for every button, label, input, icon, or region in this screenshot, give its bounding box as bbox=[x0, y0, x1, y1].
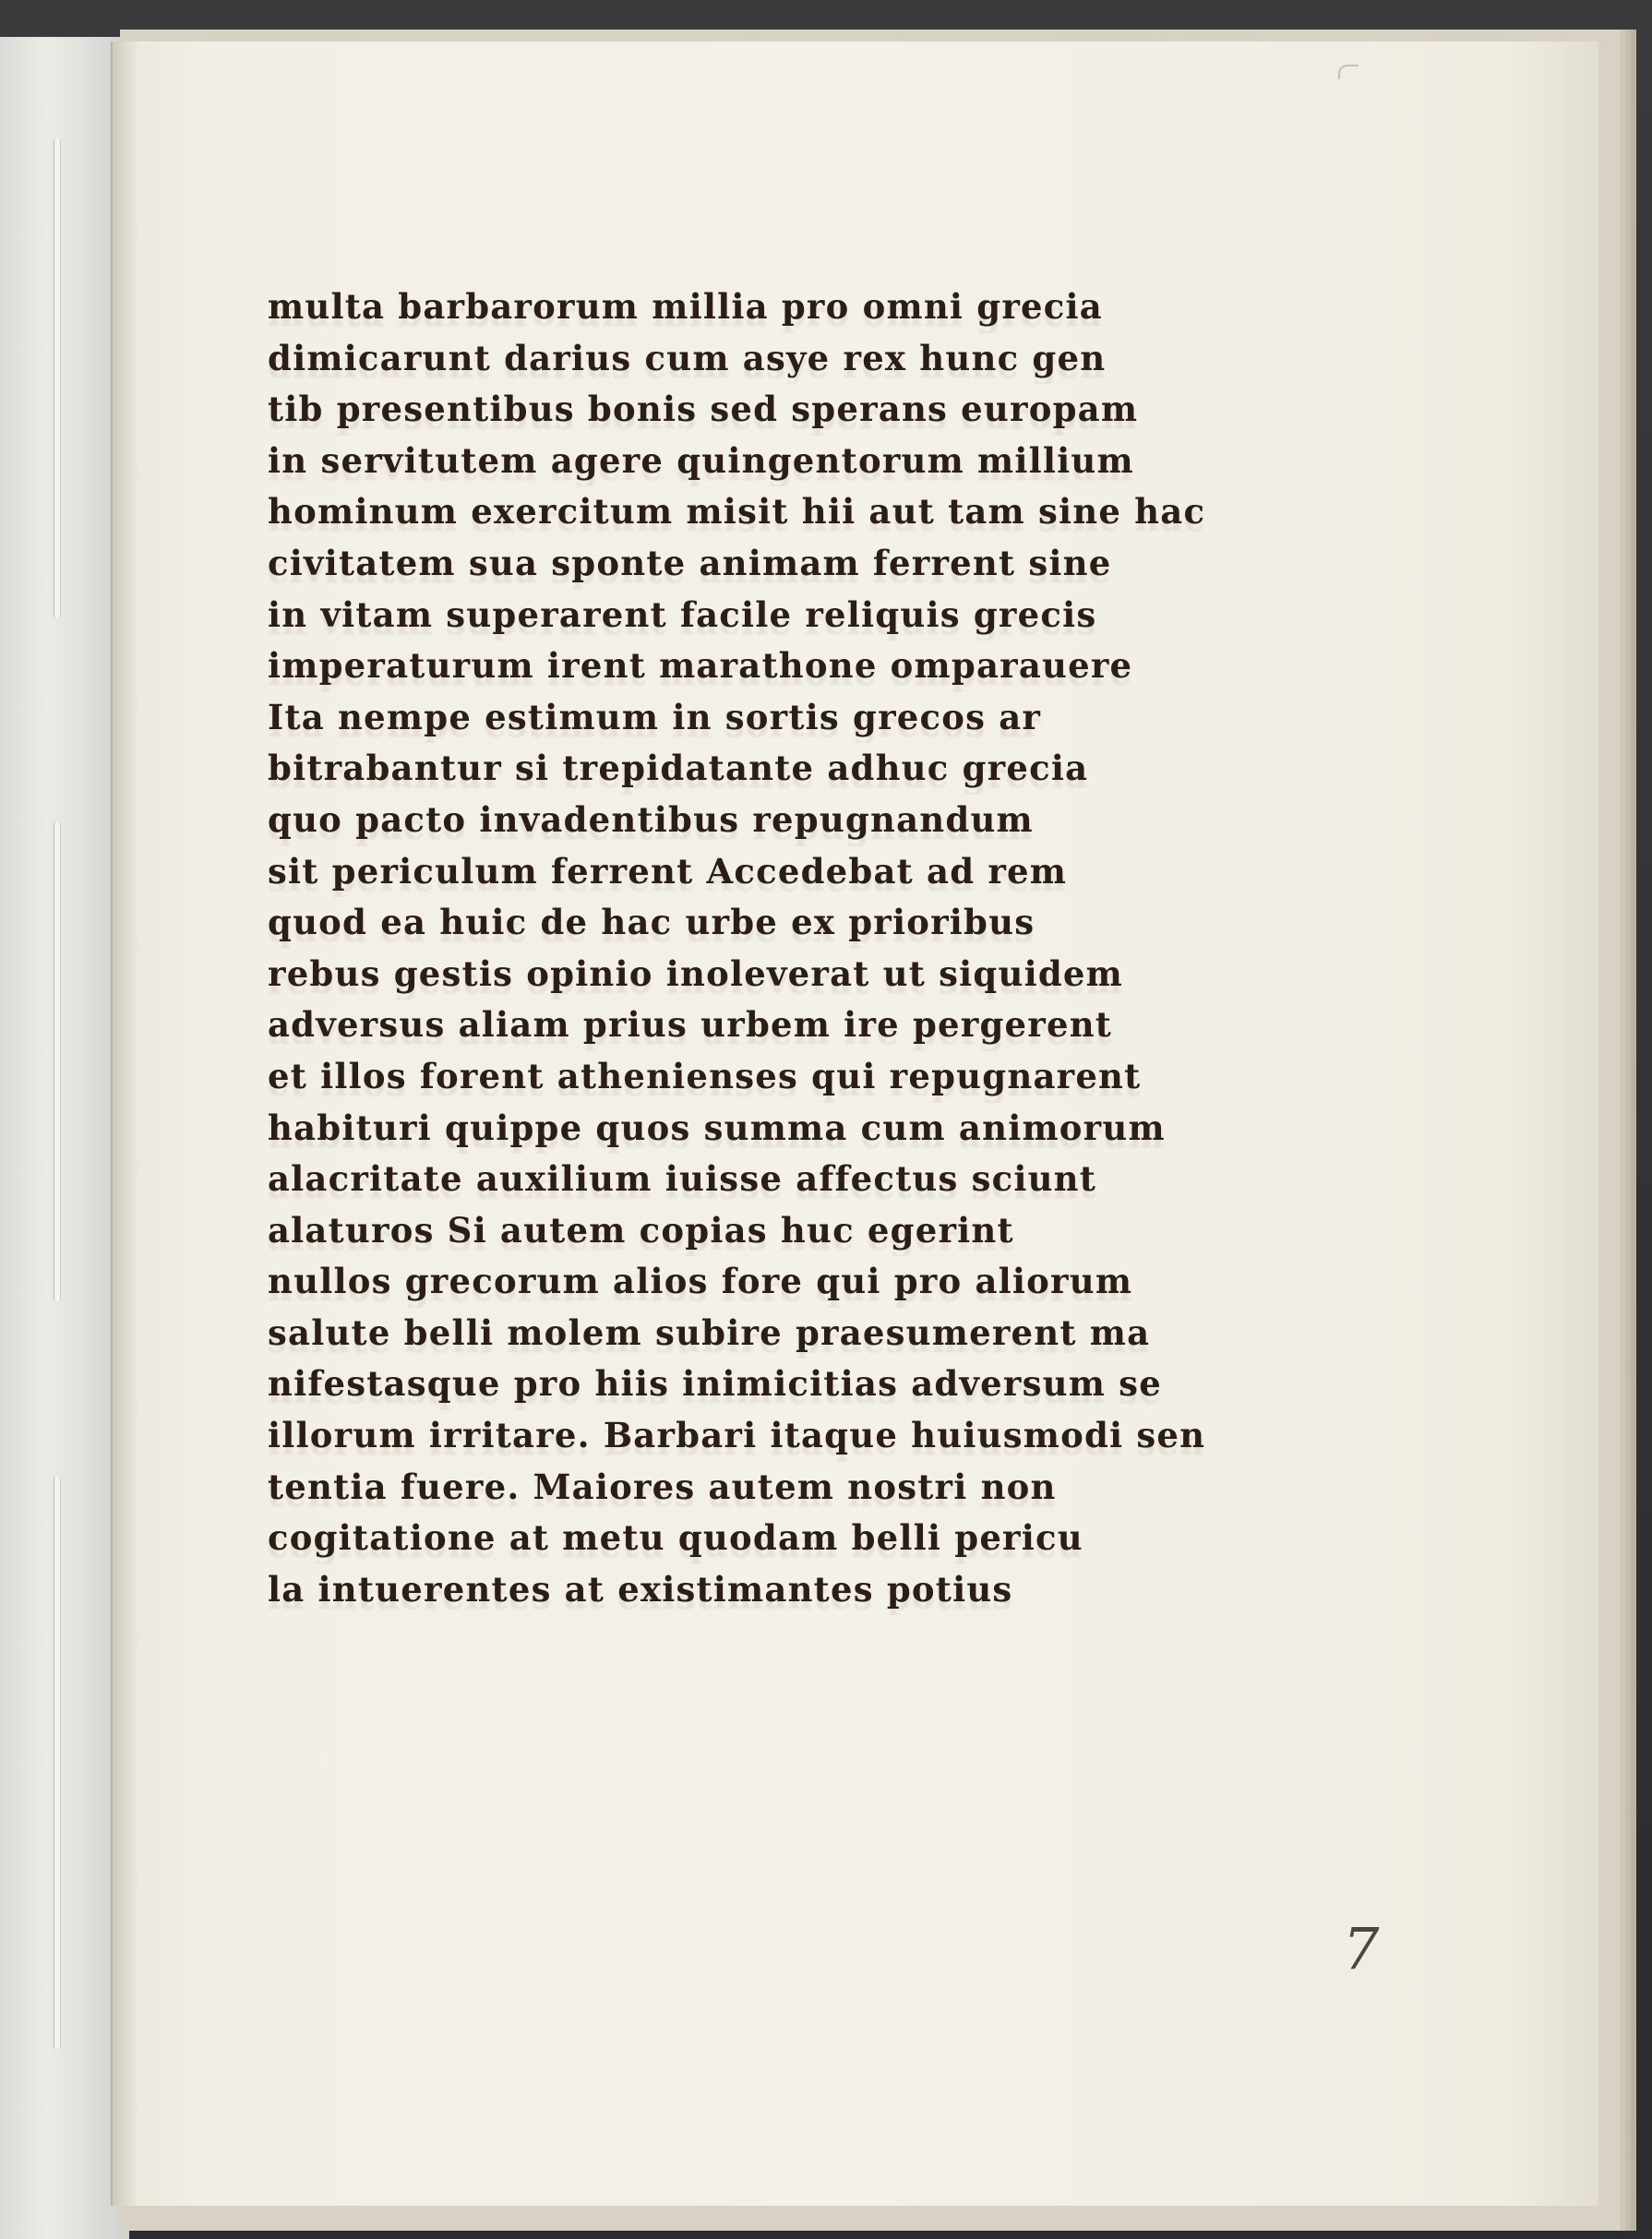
text-line: tib presentibus bonis sed sperans europam bbox=[268, 389, 1139, 430]
text-line: nullos grecorum alios fore qui pro aliorum bbox=[268, 1261, 1133, 1302]
text-line: tentia fuere. Maiores autem nostri non bbox=[268, 1466, 1057, 1507]
folio-number: 7 bbox=[1343, 1915, 1380, 1982]
text-line: quo pacto invadentibus repugnandum bbox=[268, 798, 1034, 840]
text-line: rebus gestis opinio inoleverat ut siquidem bbox=[268, 952, 1123, 994]
text-line: hominum exercitum misit hii aut tam sine hac bbox=[268, 491, 1206, 533]
text-line: dimicarunt darius cum asye rex hunc gen bbox=[268, 337, 1107, 378]
text-line: cogitatione at metu quodam belli pericu bbox=[268, 1517, 1083, 1559]
text-line: adversus aliam prius urbem ire pergerent bbox=[268, 1004, 1113, 1046]
binding-thread-upper bbox=[54, 138, 61, 618]
text-line: civitatem sua sponte animam ferrent sine bbox=[268, 542, 1112, 583]
text-line: salute belli molem subire praesumerent ma bbox=[268, 1311, 1151, 1353]
text-line: in vitam superarent facile reliquis grecis bbox=[268, 593, 1097, 635]
text-line: habituri quippe quos summa cum animorum bbox=[268, 1107, 1166, 1148]
text-line: in servitutem agere quingentorum millium bbox=[268, 439, 1134, 481]
text-line: multa barbarorum millia pro omni grecia bbox=[268, 286, 1103, 327]
text-line: bitrabantur si trepidatante adhuc grecia bbox=[268, 748, 1089, 789]
book-binding bbox=[0, 37, 129, 2239]
binding-thread-middle bbox=[54, 821, 61, 1301]
page-corner-mark bbox=[1338, 65, 1359, 79]
text-line: la intuerentes at existimantes potius bbox=[268, 1568, 1013, 1610]
binding-thread-lower bbox=[54, 1477, 61, 2049]
gutter-shadow bbox=[111, 42, 138, 2206]
text-line: Ita nempe estimum in sortis grecos ar bbox=[268, 696, 1042, 737]
text-line: illorum irritare. Barbari itaque huiusmodi sen bbox=[268, 1415, 1206, 1456]
text-line: quod ea huic de hac urbe ex prioribus bbox=[268, 902, 1035, 943]
text-line: et illos forent athenienses qui repugnarent bbox=[268, 1055, 1142, 1096]
manuscript-text-block bbox=[268, 281, 1264, 1615]
text-line: alacritate auxilium iuisse affectus sciunt bbox=[268, 1158, 1097, 1200]
text-line: sit periculum ferrent Accedebat ad rem bbox=[268, 850, 1068, 892]
text-line: nifestasque pro hiis inimicitias adversum se bbox=[268, 1363, 1162, 1405]
text-line: imperaturum irent marathone omparauere bbox=[268, 645, 1133, 687]
text-line: alaturos Si autem copias huc egerint bbox=[268, 1209, 1014, 1251]
